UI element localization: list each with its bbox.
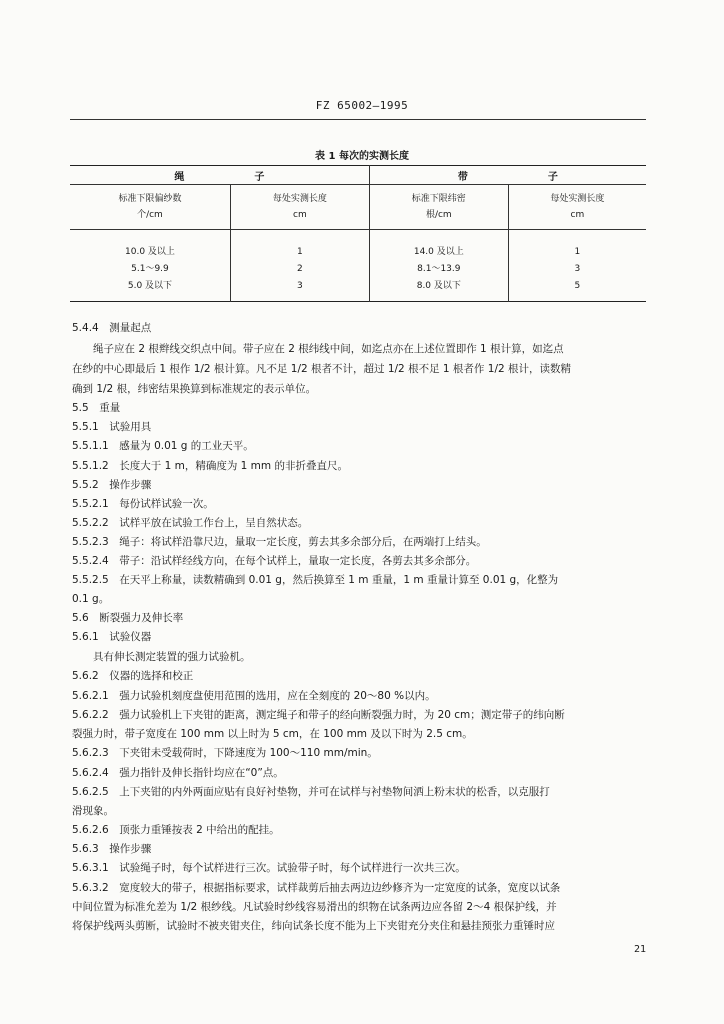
clause-line: 5.5.2.2 试样平放在试验工作台上，呈自然状态。 <box>72 517 309 529</box>
subheader-label: 每处实测长度 <box>550 194 605 204</box>
table-cell: 1 <box>230 230 369 262</box>
subheader-unit: 个/cm <box>137 210 163 220</box>
section-heading: 5.6.1 试验仪器 <box>72 631 152 643</box>
section-heading: 5.5.2 操作步骤 <box>72 479 152 491</box>
clause-line: 5.5.1.1 感量为 0.01 g 的工业天平。 <box>72 440 254 452</box>
subheader-unit: cm <box>293 210 307 220</box>
clause-line: 5.6.3.1 试验绳子时，每个试样进行三次。试验带子时，每个试样进行一次共三次。 <box>72 862 466 874</box>
subheader-cell <box>508 185 646 230</box>
table-cell: 1 <box>574 247 581 257</box>
subheader-unit: 根/cm <box>425 210 452 220</box>
subheader-cell <box>70 185 230 230</box>
group-header-rope: 绳 子 <box>70 166 369 185</box>
clause-line: 5.5.2.5 在天平上称量，读数精确到 0.01 g，然后换算至 1 m 重量，1 m 重量计算至 0.01 g，化整为 <box>72 574 559 586</box>
clause-line: 5.5.1.2 长度大于 1 m，精确度为 1 mm 的非折叠直尺。 <box>72 460 348 472</box>
subheader-cell <box>369 185 508 230</box>
table-caption: 表 1 每次的实测长度 <box>315 151 409 162</box>
body-text-line: 滑现象。 <box>72 805 114 817</box>
section-heading: 5.5 重量 <box>72 402 121 414</box>
table-row <box>70 261 646 278</box>
table-cell: 14.0 及以上 <box>369 230 508 262</box>
group-header-tape: 带 子 <box>369 166 646 185</box>
clause-line: 5.6.2.3 下夹钳未受载荷时，下降速度为 100～110 mm/min。 <box>72 747 378 759</box>
subheader-label: 每处实测长度 <box>272 194 327 204</box>
clause-line: 5.6.2.2 强力试验机上下夹钳的距离，测定绳子和带子的经向断裂强力时，为 20 cm；测定带子的纬向断 <box>72 709 565 721</box>
subheader-cell <box>230 185 369 230</box>
table-cell: 5 <box>574 281 581 291</box>
section-heading: 5.6 断裂强力及伸长率 <box>72 612 184 624</box>
section-heading: 5.5.1 试验用具 <box>72 421 152 433</box>
table-cell: 3 <box>230 278 369 302</box>
table-cell: 8.1～13.9 <box>369 261 508 278</box>
table-cell: 10.0 及以上 <box>70 230 230 262</box>
measurement-length-table <box>70 165 646 302</box>
table-cell: 2 <box>230 261 369 278</box>
body-text-line: 具有伸长测定装置的强力试验机。 <box>93 651 251 663</box>
clause-line: 5.6.2.5 上下夹钳的内外两面应贴有良好衬垫物，并可在试样与衬垫物间洒上粉末状的松香，以克服打 <box>72 786 550 798</box>
body-text-line: 在纱的中心即最后 1 根作 1/2 根计算。凡不足 1/2 根者不计，超过 1/2 根不足 1 根者作 1/2 根计，读数精 <box>72 363 572 375</box>
clause-line: 5.5.2.4 带子：沿试样经线方向，在每个试样上，量取一定长度，各剪去其多余部分。 <box>72 555 477 567</box>
clause-line: 5.6.2.6 顶张力重锤按表 2 中给出的配挂。 <box>72 824 280 836</box>
body-text-line: 中间位置为标准允差为 1/2 根纱线。凡试验时纱线容易滑出的织物在试条两边应各留 2～4 根保护线，并 <box>72 901 557 913</box>
section-heading: 5.6.3 操作步骤 <box>72 843 152 855</box>
clause-line: 5.5.2.3 绳子：将试样沿靠尺边，量取一定长度，剪去其多余部分后，在两端打上结头。 <box>72 536 487 548</box>
table-cell: 5.1～9.9 <box>70 261 230 278</box>
table-cell: 3 <box>574 264 581 274</box>
body-text-line: 确到 1/2 根，纬密结果换算到标准规定的表示单位。 <box>72 383 317 395</box>
table-row <box>70 230 646 262</box>
page-number: 21 <box>633 944 646 955</box>
header-rule <box>70 119 646 120</box>
table-row <box>70 278 646 302</box>
document-code-header: FZ 65002—1995 <box>315 99 409 112</box>
section-heading: 5.4.4 测量起点 <box>72 322 152 334</box>
clause-line: 5.6.3.2 宽度较大的带子，根据指标要求，试样裁剪后抽去两边边纱修齐为一定宽度的试条，宽度以试条 <box>72 882 561 894</box>
body-text-line: 绳子应在 2 根辫线交织点中间。带子应在 2 根纬线中间，如迄点亦在上述位置即作 1 根计算，如迄点 <box>93 343 564 355</box>
body-text-line: 裂强力时，带子宽度在 100 mm 以上时为 5 cm，在 100 mm 及以下时为 2.5 cm。 <box>72 728 473 740</box>
clause-line: 5.6.2.1 强力试验机刻度盘使用范围的选用，应在全刻度的 20～80 %以内。 <box>72 690 436 702</box>
subheader-unit: cm <box>570 210 585 220</box>
body-text-line: 0.1 g。 <box>72 593 110 605</box>
table-cell: 8.0 及以下 <box>369 278 508 302</box>
clause-line: 5.6.2.4 强力指针及伸长指针均应在“0”点。 <box>72 767 284 779</box>
body-text-line: 将保护线两头剪断，试验时不被夹钳夹住，纬向试条长度不能为上下夹钳充分夹住和悬挂预张力重锤时应 <box>72 920 555 932</box>
table-cell: 5.0 及以下 <box>70 278 230 302</box>
section-heading: 5.6.2 仪器的选择和校正 <box>72 670 194 682</box>
subheader-label: 标准下限纬密 <box>411 194 466 204</box>
clause-line: 5.5.2.1 每份试样试验一次。 <box>72 498 214 510</box>
subheader-label: 标准下限偏纱数 <box>118 194 182 204</box>
